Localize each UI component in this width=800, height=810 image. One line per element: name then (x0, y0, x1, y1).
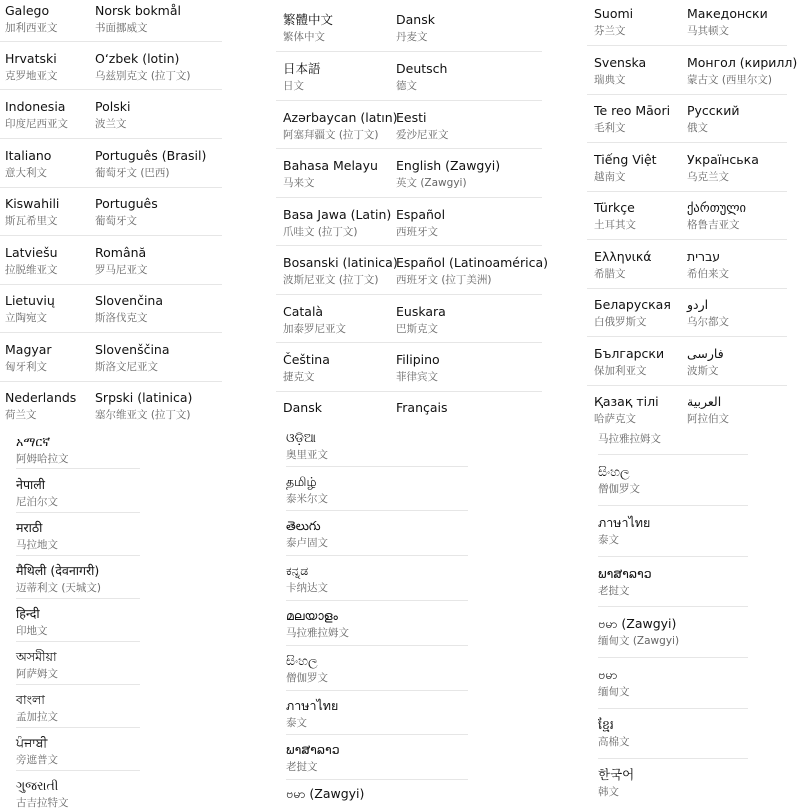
language-name: অসমীয়া (16, 649, 57, 664)
language-name: Português (Brasil) (95, 148, 207, 163)
language-native-name: 加利西亚文 (5, 22, 58, 34)
language-name: සිංහල (286, 653, 318, 668)
divider (286, 645, 468, 646)
language-native-name: 俄文 (687, 122, 708, 134)
divider (16, 770, 140, 771)
language-name: ខ្មែរ (598, 717, 614, 732)
language-option[interactable] (5, 51, 58, 83)
language-option[interactable] (594, 103, 670, 135)
language-name: मैथिली (देवनागरी) (16, 563, 100, 578)
language-native-name: 乌兹别克文 (拉丁文) (95, 70, 191, 82)
language-name: فارسی (687, 346, 724, 361)
language-option[interactable] (687, 55, 797, 87)
language-name: Italiano (5, 148, 52, 163)
language-name: Polski (95, 99, 131, 114)
divider (598, 505, 748, 506)
language-option[interactable] (598, 616, 679, 648)
language-native-name: 保加利亚文 (594, 365, 647, 377)
language-name: Català (283, 304, 324, 319)
language-native-name: 阿姆哈拉文 (16, 453, 69, 465)
divider (286, 734, 468, 735)
language-option[interactable] (594, 394, 659, 426)
language-name: ພາສາລາວ (286, 742, 340, 757)
language-option[interactable] (95, 390, 192, 422)
language-native-name: 越南文 (594, 171, 626, 183)
divider (0, 381, 222, 382)
language-name: Bahasa Melayu (283, 158, 378, 173)
language-option[interactable] (687, 297, 729, 329)
language-native-name: 罗马尼亚文 (95, 264, 148, 276)
language-native-name: 高棉文 (598, 736, 630, 748)
language-name: Lietuvių (5, 293, 55, 308)
divider (598, 758, 748, 759)
language-option[interactable] (396, 12, 435, 44)
language-name: Slovenčina (95, 293, 163, 308)
language-name: मराठी (16, 520, 43, 535)
language-option[interactable] (598, 464, 640, 496)
language-option[interactable] (396, 255, 548, 287)
divider (276, 197, 542, 198)
language-option[interactable] (598, 430, 661, 446)
language-native-name: 泰文 (598, 534, 619, 546)
language-option[interactable] (95, 196, 158, 228)
divider (587, 191, 787, 192)
divider (0, 332, 222, 333)
language-native-name: 西班牙文 (396, 226, 438, 238)
language-name: தமிழ் (286, 474, 317, 489)
language-native-name: 繁体中文 (283, 31, 325, 43)
language-name: Български (594, 346, 665, 361)
language-option[interactable] (5, 342, 52, 374)
language-option[interactable] (396, 158, 500, 190)
language-native-name: 加泰罗尼亚文 (283, 323, 346, 335)
language-option[interactable] (687, 346, 724, 378)
divider (286, 690, 468, 691)
language-option[interactable] (594, 200, 636, 232)
language-option[interactable] (598, 515, 650, 547)
language-option[interactable] (594, 249, 651, 281)
language-name: ਪੰਜਾਬੀ (16, 735, 48, 750)
language-name: 日本語 (283, 61, 321, 76)
language-option[interactable] (396, 207, 445, 239)
language-name: Suomi (594, 6, 634, 21)
divider (276, 245, 542, 246)
language-option[interactable] (16, 434, 69, 466)
language-native-name: 泰米尔文 (286, 493, 328, 505)
language-option[interactable] (396, 110, 449, 142)
language-name: नेपाली (16, 477, 45, 492)
language-option[interactable] (95, 51, 191, 83)
language-native-name: 印度尼西亚文 (5, 118, 68, 130)
language-native-name: 克罗地亚文 (5, 70, 58, 82)
language-option[interactable] (396, 400, 448, 416)
language-native-name: 卡纳达文 (286, 582, 328, 594)
language-option[interactable] (16, 692, 58, 724)
divider (276, 148, 542, 149)
language-option[interactable] (283, 207, 391, 239)
language-name: 繁體中文 (283, 12, 334, 27)
language-option[interactable] (598, 767, 634, 799)
language-option[interactable] (286, 474, 328, 506)
divider (16, 468, 140, 469)
language-name: Svenska (594, 55, 647, 70)
language-native-name: 英文 (Zawgyi) (396, 177, 467, 189)
language-option[interactable] (396, 61, 447, 93)
language-name: Basa Jawa (Latin) (283, 207, 392, 222)
language-name: Español (Latinoamérica) (396, 255, 549, 270)
language-native-name: 哈萨克文 (594, 413, 636, 425)
divider (587, 142, 787, 143)
language-option[interactable] (286, 608, 349, 640)
language-name: አማርኛ (16, 434, 51, 449)
language-name: Indonesia (5, 99, 66, 114)
language-native-name: 阿拉伯文 (687, 413, 729, 425)
language-native-name: 葡萄牙文 (巴西) (95, 167, 170, 179)
language-native-name: 迈蒂利文 (天城文) (16, 582, 102, 594)
divider (276, 391, 542, 392)
language-name: සිංහල (598, 464, 630, 479)
language-native-name: 西班牙文 (拉丁美洲) (396, 274, 492, 286)
divider (0, 284, 222, 285)
language-option[interactable] (286, 653, 328, 685)
divider (587, 239, 787, 240)
language-native-name: 马拉雅拉姆文 (598, 433, 661, 445)
divider (16, 727, 140, 728)
language-native-name: 土耳其文 (594, 219, 636, 231)
language-native-name: 印地文 (16, 625, 48, 637)
language-option[interactable] (16, 606, 48, 638)
language-native-name: 书面挪威文 (95, 22, 148, 34)
language-native-name: 白俄罗斯文 (594, 316, 647, 328)
language-name: Tiếng Việt (594, 152, 657, 167)
language-name: Hrvatski (5, 51, 57, 66)
language-option[interactable] (594, 6, 633, 38)
divider (0, 41, 222, 42)
language-option[interactable] (16, 649, 58, 681)
language-name: Te reo Māori (594, 103, 671, 118)
divider (587, 94, 787, 95)
language-option[interactable] (5, 245, 58, 277)
language-name: Euskara (396, 304, 446, 319)
language-option[interactable] (286, 518, 328, 550)
divider (16, 684, 140, 685)
language-native-name: 希腊文 (594, 268, 626, 280)
language-name: Македонски (687, 6, 768, 21)
language-native-name: 马拉地文 (16, 539, 58, 551)
language-name: Беларуская (594, 297, 671, 312)
language-native-name: 瑞典文 (594, 74, 626, 86)
divider (598, 606, 748, 607)
language-name: മലയാളം (286, 608, 338, 623)
language-native-name: 斯洛伐克文 (95, 312, 148, 324)
language-native-name: 立陶宛文 (5, 312, 47, 324)
divider (276, 100, 542, 101)
language-list-panel-bottom-middle (278, 428, 534, 800)
language-native-name: 葡萄牙文 (95, 215, 137, 227)
language-option[interactable] (16, 735, 58, 767)
language-native-name: 马其顿文 (687, 25, 729, 37)
language-native-name: 波斯文 (687, 365, 719, 377)
language-name: తెలుగు (286, 518, 321, 533)
language-option[interactable] (95, 3, 181, 35)
language-name: Čeština (283, 352, 330, 367)
divider (598, 454, 748, 455)
language-native-name: 荷兰文 (5, 409, 37, 421)
language-name: Ελληνικά (594, 249, 652, 264)
divider (276, 342, 542, 343)
language-native-name: 塞尔维亚文 (拉丁文) (95, 409, 191, 421)
language-native-name: 日文 (283, 80, 304, 92)
language-option[interactable] (283, 304, 346, 336)
language-option[interactable] (95, 99, 130, 131)
divider (286, 555, 468, 556)
language-native-name: 德文 (396, 80, 417, 92)
language-option[interactable] (5, 99, 68, 131)
language-name: ภาษาไทย (598, 515, 651, 530)
divider (0, 187, 222, 188)
language-name: اردو (687, 297, 709, 312)
divider (598, 657, 748, 658)
language-option[interactable] (283, 255, 398, 287)
language-native-name: 意大利文 (5, 167, 47, 179)
language-name: Slovenščina (95, 342, 170, 357)
language-native-name: 菲律宾文 (396, 371, 438, 383)
language-name: עברית (687, 249, 721, 264)
divider (276, 51, 542, 52)
language-name: العربية (687, 394, 722, 409)
language-name: Srpski (latinica) (95, 390, 193, 405)
language-name: Galego (5, 3, 50, 18)
language-name: Українська (687, 152, 759, 167)
language-option[interactable] (283, 61, 321, 93)
language-native-name: 尼泊尔文 (16, 496, 58, 508)
language-option[interactable] (286, 430, 328, 462)
language-native-name: 格鲁吉亚文 (687, 219, 740, 231)
language-option[interactable] (687, 103, 739, 135)
language-option[interactable] (286, 563, 328, 595)
language-native-name: 毛利文 (594, 122, 626, 134)
language-name: Dansk (283, 400, 322, 415)
language-list-panel-bottom-left (0, 428, 240, 809)
language-list-panel-top-right (587, 0, 798, 425)
language-name: English (Zawgyi) (396, 158, 501, 173)
language-option[interactable] (598, 717, 630, 749)
language-native-name: 泰卢固文 (286, 537, 328, 549)
language-name: Português (95, 196, 158, 211)
divider (0, 138, 222, 139)
language-name: Eesti (396, 110, 427, 125)
language-option[interactable] (16, 778, 69, 810)
language-native-name: 希伯来文 (687, 268, 729, 280)
language-name: Қазақ тілі (594, 394, 659, 409)
divider (587, 288, 787, 289)
language-native-name: 泰文 (286, 717, 307, 729)
language-option[interactable] (598, 566, 652, 598)
language-name: Română (95, 245, 147, 260)
language-native-name: 老挝文 (286, 761, 318, 773)
language-name: O‘zbek (lotin) (95, 51, 180, 66)
language-option[interactable] (5, 196, 59, 228)
language-name: हिन्दी (16, 606, 40, 621)
language-option[interactable] (396, 352, 440, 384)
language-native-name: 古吉拉特文 (16, 797, 69, 809)
language-name: ภาษาไทย (286, 698, 339, 713)
language-native-name: 孟加拉文 (16, 711, 58, 723)
language-list-panel-top-middle (276, 0, 549, 418)
language-native-name: 匈牙利文 (5, 361, 47, 373)
language-list-panel-bottom-right (592, 428, 800, 800)
language-option[interactable] (16, 563, 101, 595)
language-name: ဗမာ (Zawgyi) (598, 616, 677, 631)
language-name: বাংলা (16, 692, 45, 707)
divider (16, 598, 140, 599)
language-option[interactable] (95, 148, 206, 180)
language-native-name: 乌尔都文 (687, 316, 729, 328)
language-name: 한국어 (598, 767, 635, 782)
language-native-name: 韩文 (598, 786, 619, 798)
divider (286, 779, 468, 780)
language-name: ဗမာ (Zawgyi) (286, 786, 365, 801)
language-option[interactable] (687, 249, 729, 281)
language-option[interactable] (283, 12, 333, 44)
language-option[interactable] (283, 110, 398, 142)
divider (276, 294, 542, 295)
language-option[interactable] (283, 352, 330, 384)
divider (286, 600, 468, 601)
language-option[interactable] (594, 297, 671, 329)
language-native-name: 斯瓦希里文 (5, 215, 58, 227)
language-native-name: 僧伽罗文 (598, 483, 640, 495)
language-native-name: 乌克兰文 (687, 171, 729, 183)
language-name: Русский (687, 103, 740, 118)
language-native-name: 波兰文 (95, 118, 127, 130)
divider (587, 336, 787, 337)
divider (587, 385, 787, 386)
language-native-name: 拉脱维亚文 (5, 264, 58, 276)
language-option[interactable] (283, 400, 322, 416)
divider (286, 466, 468, 467)
language-native-name: 缅甸文 (Zawgyi) (598, 635, 680, 647)
divider (16, 555, 140, 556)
language-native-name: 缅甸文 (598, 686, 630, 698)
language-native-name: 巴斯克文 (396, 323, 438, 335)
language-option[interactable] (598, 667, 630, 699)
language-option[interactable] (687, 152, 759, 184)
language-name: ಕನ್ನಡ (286, 563, 309, 578)
language-native-name: 阿萨姆文 (16, 668, 58, 680)
language-name: Монгол (кирилл) (687, 55, 798, 70)
language-native-name: 马来文 (283, 177, 315, 189)
language-native-name: 爪哇文 (拉丁文) (283, 226, 358, 238)
language-option[interactable] (5, 148, 51, 180)
language-native-name: 丹麦文 (396, 31, 428, 43)
language-native-name: 蒙古文 (西里尔文) (687, 74, 773, 86)
language-name: Azərbaycan (latın) (283, 110, 398, 125)
language-option[interactable] (95, 245, 148, 277)
language-name: Bosanski (latinica) (283, 255, 398, 270)
language-option[interactable] (5, 390, 76, 422)
language-name: Magyar (5, 342, 52, 357)
language-option[interactable] (687, 200, 746, 232)
language-name: Filipino (396, 352, 440, 367)
divider (16, 512, 140, 513)
language-option[interactable] (594, 55, 646, 87)
language-option[interactable] (95, 293, 163, 325)
language-name: Deutsch (396, 61, 448, 76)
language-native-name: 捷克文 (283, 371, 315, 383)
language-option[interactable] (95, 342, 170, 374)
language-option[interactable] (16, 520, 58, 552)
divider (286, 510, 468, 511)
language-name: Türkçe (594, 200, 635, 215)
divider (587, 45, 787, 46)
language-name: ພາສາລາວ (598, 566, 652, 581)
language-native-name: 斯洛文尼亚文 (95, 361, 158, 373)
divider (0, 235, 222, 236)
language-native-name: 僧伽罗文 (286, 672, 328, 684)
language-native-name: 芬兰文 (594, 25, 626, 37)
language-name: ဗမာ (598, 667, 618, 682)
language-option[interactable] (283, 158, 378, 190)
language-name: ქართული (687, 200, 747, 215)
language-name: Dansk (396, 12, 435, 27)
language-option[interactable] (594, 152, 657, 184)
language-native-name: 波斯尼亚文 (拉丁文) (283, 274, 379, 286)
language-name: Norsk bokmål (95, 3, 181, 18)
language-name: ગુજરાતી (16, 778, 59, 793)
language-native-name: 老挝文 (598, 585, 630, 597)
language-name: Nederlands (5, 390, 77, 405)
language-name: Español (396, 207, 446, 222)
divider (598, 708, 748, 709)
language-option[interactable] (594, 346, 664, 378)
language-native-name: 奥里亚文 (286, 449, 328, 461)
language-option[interactable] (286, 698, 338, 730)
language-name: Latviešu (5, 245, 58, 260)
divider (0, 89, 222, 90)
divider (598, 556, 748, 557)
language-list-panel-top-left (0, 0, 222, 421)
language-option[interactable] (687, 6, 768, 38)
language-option[interactable] (687, 394, 729, 426)
language-native-name: 马拉雅拉姆文 (286, 627, 349, 639)
language-option[interactable] (5, 293, 55, 325)
language-native-name: 爱沙尼亚文 (396, 129, 449, 141)
language-native-name: 旁遮普文 (16, 754, 58, 766)
divider (16, 641, 140, 642)
language-option[interactable] (16, 477, 58, 509)
language-name: Kiswahili (5, 196, 60, 211)
language-name: ଓଡ଼ିଆ (286, 430, 316, 445)
language-option[interactable] (286, 786, 364, 802)
language-name: Français (396, 400, 448, 415)
language-option[interactable] (286, 742, 340, 774)
language-option[interactable] (396, 304, 446, 336)
language-native-name: 阿塞拜疆文 (拉丁文) (283, 129, 379, 141)
language-option[interactable] (5, 3, 58, 35)
